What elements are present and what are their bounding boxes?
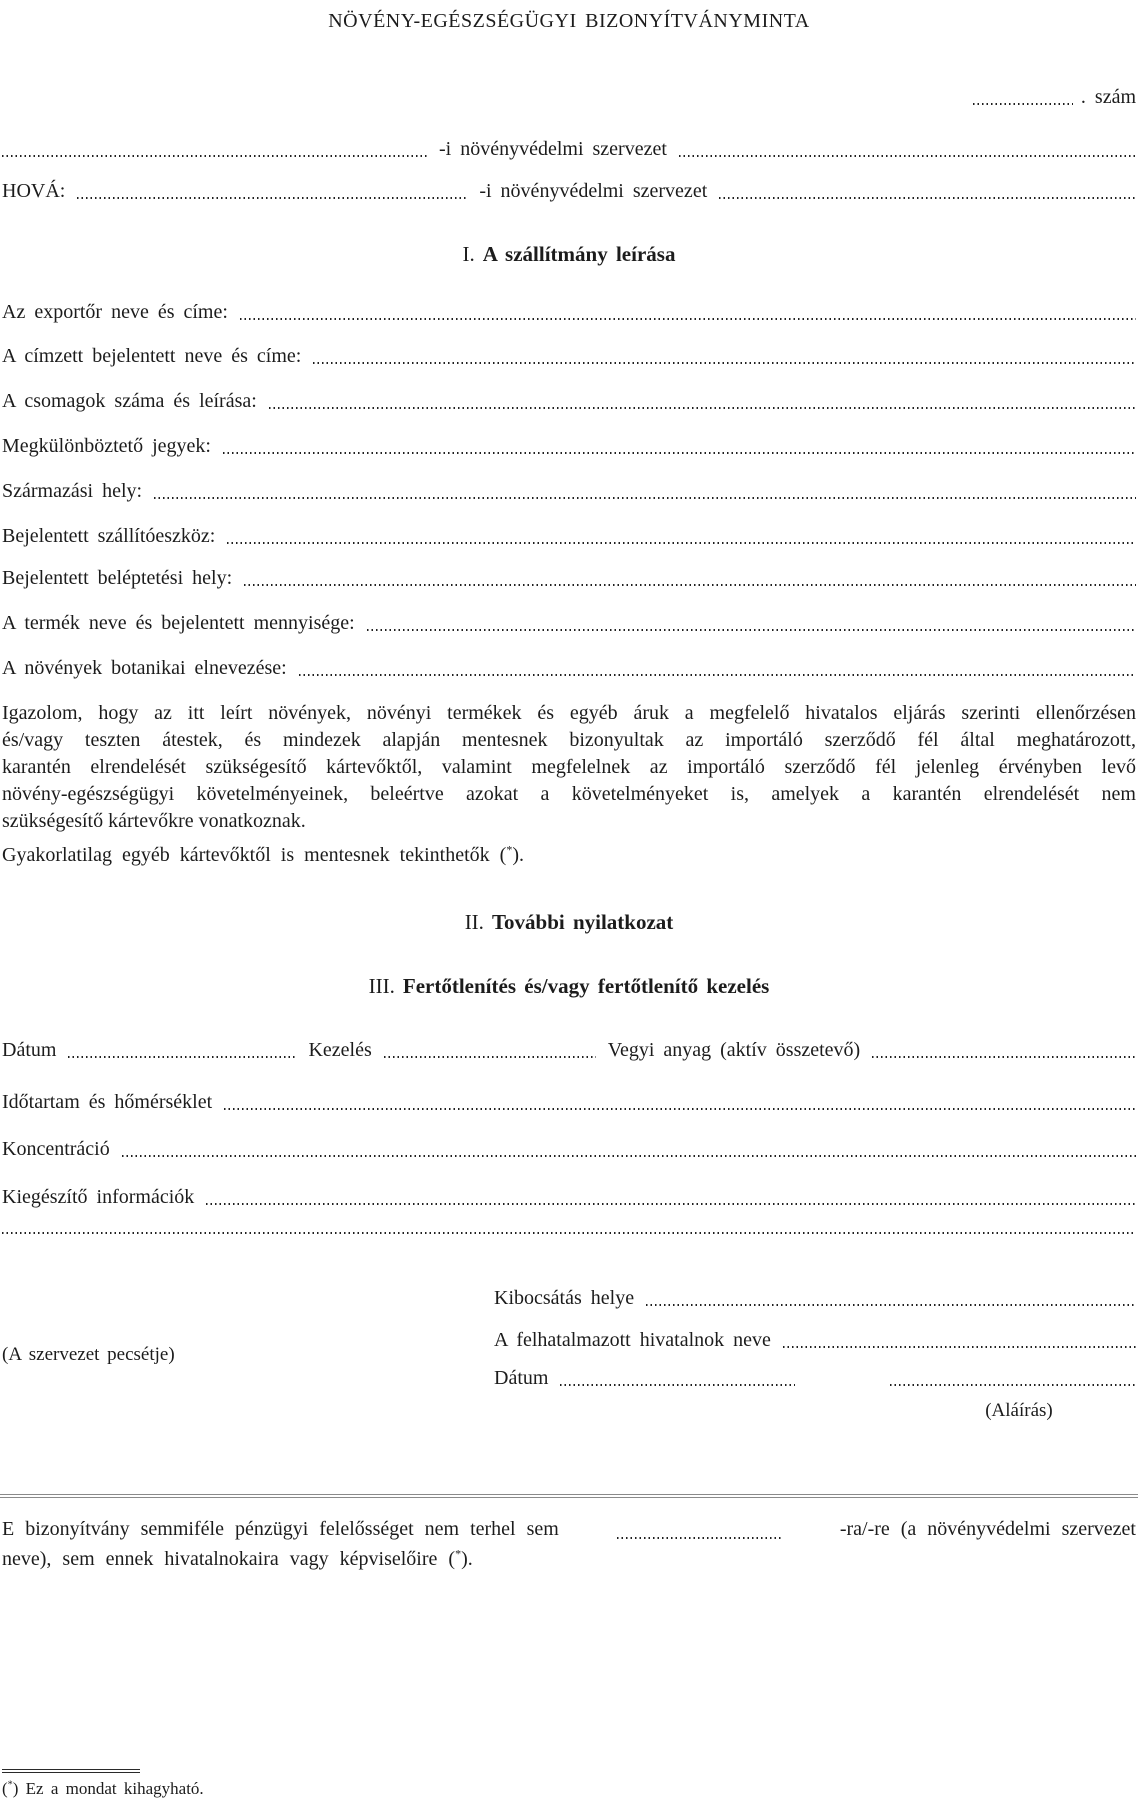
- dotted-blank: [68, 1056, 296, 1058]
- organization-stamp-label: (A szervezet pecsétje): [2, 1344, 175, 1365]
- spacer: [795, 1384, 890, 1386]
- note-text: ).: [512, 844, 524, 866]
- field-label: A növények botanikai elnevezése:: [2, 657, 287, 679]
- footnote-text: ) Ez a mondat kihagyható.: [12, 1779, 204, 1798]
- dotted-blank: [224, 1108, 1136, 1110]
- section3-heading: [0, 974, 1138, 999]
- certification-line: Igazolom, hogy az itt leírt növények, növényi termékek és egyéb áruk a megfelelő hivatalos eljárás szerinti ellenőrzésen: [2, 702, 1136, 724]
- destination-org-line: [2, 180, 1136, 203]
- duration-label: Időtartam és hőmérséklet: [2, 1091, 213, 1113]
- field-place-of-origin: [2, 480, 1136, 503]
- field-distinguishing-marks: [2, 435, 1136, 458]
- authorized-officer-row: [494, 1329, 1136, 1352]
- field-exporter: [2, 301, 1136, 324]
- signature-label: (Aláírás): [985, 1400, 1053, 1421]
- dotted-blank: [206, 1203, 1136, 1205]
- field-label: A címzett bejelentett neve és címe:: [2, 345, 302, 367]
- certificate-number-line: [2, 86, 1136, 109]
- concentration-label: Koncentráció: [2, 1138, 110, 1160]
- section1-title: A szállítmány leírása: [482, 242, 676, 266]
- field-label: A termék neve és bejelentett mennyisége:: [2, 612, 355, 634]
- field-label: Bejelentett beléptetési hely:: [2, 567, 233, 589]
- field-means-of-conveyance: [2, 525, 1136, 548]
- dotted-blank: [154, 497, 1136, 499]
- concentration-row: [2, 1138, 1136, 1161]
- place-of-issue-label: Kibocsátás helye: [494, 1287, 635, 1309]
- field-label: A csomagok száma és leírása:: [2, 390, 257, 412]
- treatment-label: Kezelés: [308, 1039, 372, 1061]
- dotted-blank: [122, 1155, 1136, 1157]
- dotted-blank: [679, 155, 1136, 157]
- field-botanical-name: [2, 657, 1136, 680]
- section1-number: I.: [462, 242, 475, 266]
- field-label: Megkülönböztető jegyek:: [2, 435, 211, 457]
- dotted-blank: [269, 407, 1136, 409]
- section2-number: II.: [464, 910, 484, 934]
- field-packages: [2, 390, 1136, 413]
- issue-date-label: Dátum: [494, 1367, 549, 1389]
- dotted-blank: [313, 362, 1136, 364]
- footnote: [2, 1779, 204, 1799]
- dotted-blank: [973, 103, 1073, 105]
- disclaimer-text: E bizonyítvány semmiféle pénzügyi felelősséget nem terhel sem: [2, 1518, 559, 1540]
- certification-line: növény-egészségügyi követelményeinek, beleértve azokat a követelményeket is, amelyek a karantén elrendelését nem: [2, 783, 1136, 805]
- footnote-star: *: [455, 1546, 462, 1561]
- dotted-blank: [227, 542, 1136, 544]
- additional-info-label: Kiegészítő információk: [2, 1186, 195, 1208]
- section3-number: III.: [368, 974, 395, 998]
- date-label: Dátum: [2, 1039, 57, 1061]
- practically-free-note: [2, 844, 524, 867]
- dotted-blank: [77, 197, 467, 199]
- dotted-blank: [299, 674, 1136, 676]
- dotted-blank: [2, 1232, 1136, 1234]
- authorized-officer-label: A felhatalmazott hivatalnok neve: [494, 1329, 771, 1351]
- certification-line: karantén elrendelését szükségesítő kártevőktől, valamint megfelelnek az importáló szerződő fél jelenleg érvényben levő: [2, 756, 1136, 778]
- field-product-quantity: [2, 612, 1136, 635]
- dotted-blank: [719, 197, 1136, 199]
- horizontal-rule: [0, 1494, 1138, 1498]
- certification-paragraph: [2, 700, 1136, 835]
- dotted-blank: [783, 1346, 1136, 1348]
- footnote-star: *: [7, 1779, 13, 1791]
- issuing-org-suffix: -i növényvédelmi szervezet: [439, 138, 667, 160]
- to-label: HOVÁ:: [2, 180, 66, 202]
- dotted-blank: [2, 155, 427, 157]
- dotted-blank: [384, 1056, 596, 1058]
- section1-heading: [0, 242, 1138, 267]
- field-label: Származási hely:: [2, 480, 143, 502]
- dotted-blank: [890, 1384, 1136, 1386]
- disclaimer-text: neve), sem ennek hivatalnokaira vagy képviselőire (: [2, 1548, 456, 1570]
- footnote-star: *: [506, 842, 513, 857]
- dotted-blank: [244, 584, 1136, 586]
- issuing-org-line: [2, 138, 1136, 161]
- dotted-blank: [560, 1384, 795, 1386]
- disclaimer-text: -ra/-re (a növényvédelmi szervezet: [839, 1518, 1136, 1540]
- destination-org-suffix: -i növényvédelmi szervezet: [479, 180, 708, 202]
- dotted-blank: [223, 452, 1136, 454]
- place-of-issue-row: [494, 1287, 1136, 1310]
- disclaimer-line1: [2, 1516, 1136, 1543]
- dotted-blank: [872, 1056, 1136, 1058]
- field-label: Bejelentett szállítóeszköz:: [2, 525, 216, 547]
- disclaimer-line2: [2, 1546, 1136, 1573]
- disclaimer-text: ).: [461, 1548, 473, 1570]
- dotted-blank: [240, 318, 1136, 320]
- liability-disclaimer: [2, 1516, 1136, 1573]
- footnote-text: (: [2, 1779, 8, 1798]
- footnote-rule: [2, 1769, 140, 1773]
- certification-line: és/vagy teszten átestek, és mindezek alapján mentesnek bizonyultak az importáló szerződő fél által meghatározott,: [2, 729, 1136, 751]
- treatment-date-row: [2, 1039, 1136, 1062]
- field-label: Az exportőr neve és címe:: [2, 301, 228, 323]
- section2-title: További nyilatkozat: [491, 910, 674, 934]
- additional-info-row: [2, 1186, 1136, 1209]
- chemical-label: Vegyi anyag (aktív összetevő): [607, 1039, 861, 1061]
- section2-heading: [0, 910, 1138, 935]
- number-suffix-label: . szám: [1080, 86, 1136, 108]
- additional-info-continuation-row: [2, 1232, 1136, 1238]
- section3-title: Fertőtlenítés és/vagy fertőtlenítő kezelés: [402, 974, 770, 998]
- issue-date-row: [494, 1367, 1136, 1390]
- duration-temperature-row: [2, 1091, 1136, 1114]
- field-consignee: [2, 345, 1136, 368]
- dotted-blank: [617, 1537, 782, 1539]
- field-point-of-entry: [2, 567, 1136, 590]
- dotted-blank: [646, 1304, 1136, 1306]
- certification-line: szükségesítő kártevőkre vonatkoznak.: [2, 810, 306, 832]
- note-text: Gyakorlatilag egyéb kártevőktől is mentesnek tekinthetők (: [2, 844, 507, 866]
- dotted-blank: [367, 629, 1136, 631]
- document-title: NÖVÉNY-EGÉSZSÉGÜGYI BIZONYÍTVÁNYMINTA: [328, 10, 810, 32]
